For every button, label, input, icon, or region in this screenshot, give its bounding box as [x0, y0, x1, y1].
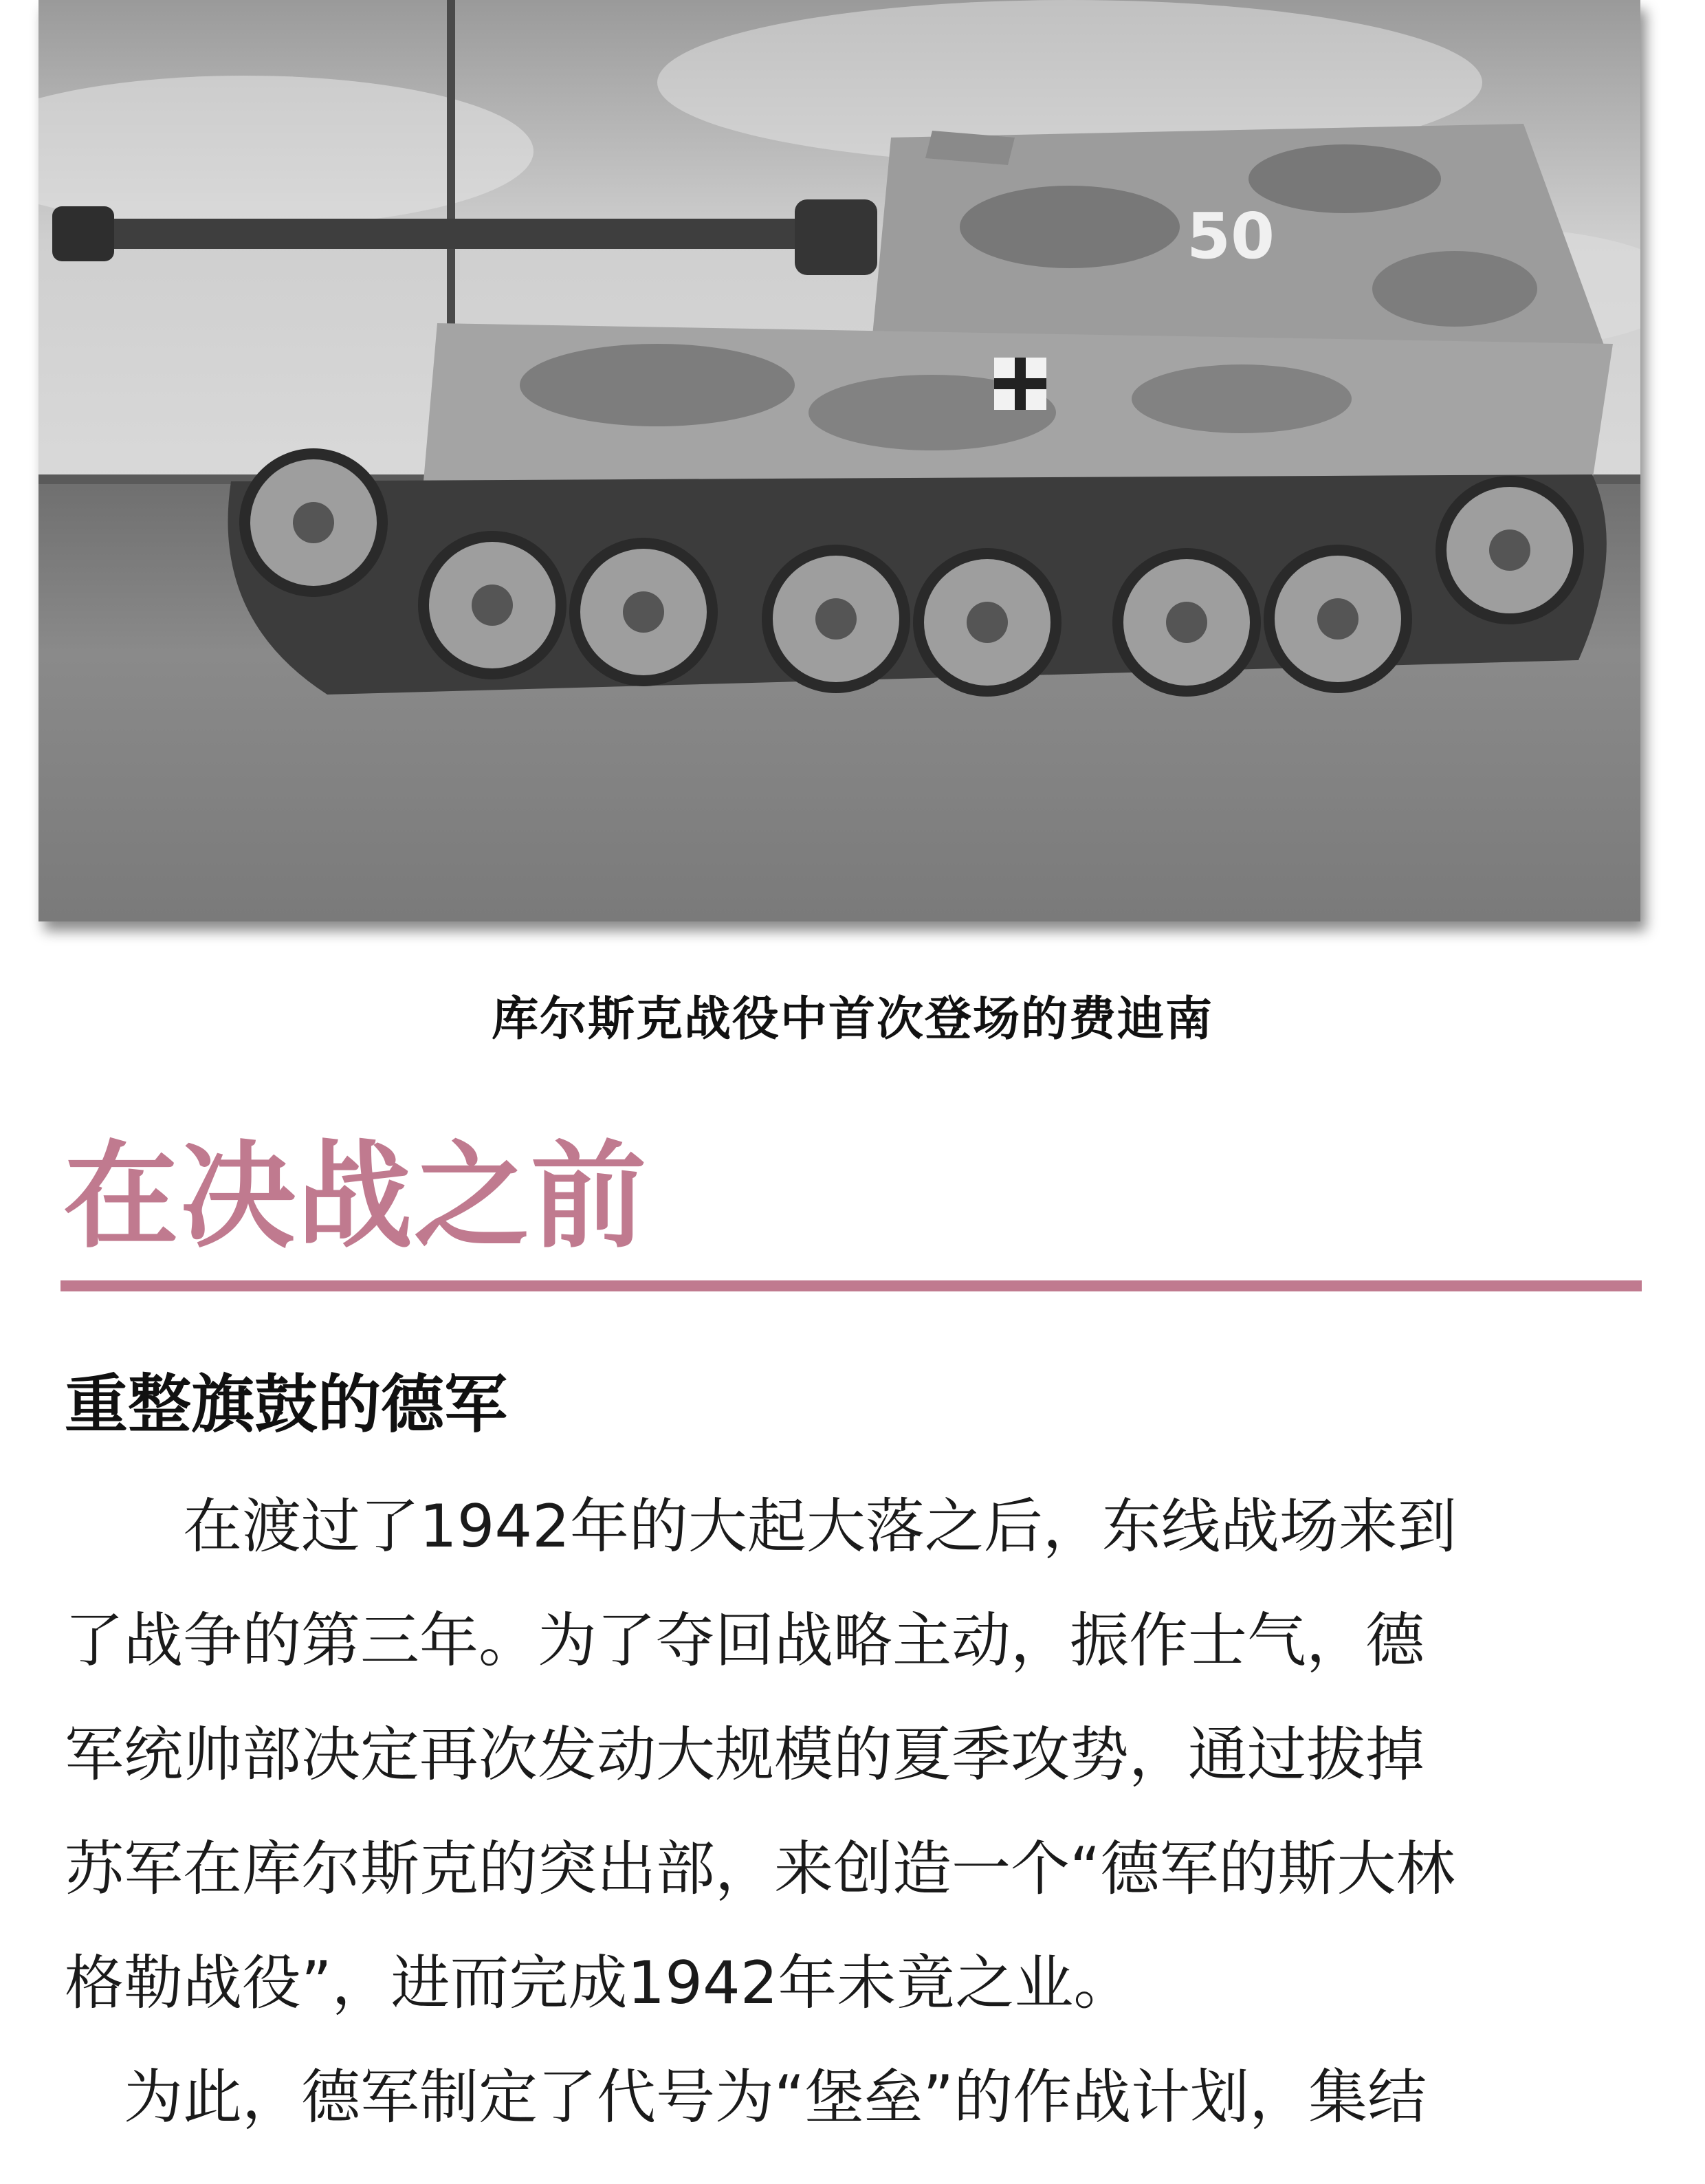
body-line: 格勒战役”，进而完成1942年未竟之业。 — [65, 1949, 1133, 2018]
cross-insignia — [994, 358, 1046, 410]
hull-number: 50 — [1187, 199, 1275, 273]
antenna — [447, 0, 455, 330]
subsection-heading: 重整旗鼓的德军 — [65, 1368, 508, 1441]
muzzle-brake — [52, 206, 114, 261]
photo-caption: 库尔斯克战役中首次登场的费迪南 — [491, 992, 1213, 1047]
ferdinand-photo — [38, 0, 1640, 921]
body-line: 在渡过了1942年的大起大落之后，东线战场来到 — [65, 1492, 1457, 1561]
tank-photo-illustration — [38, 0, 1640, 921]
body-line: 苏军在库尔斯克的突出部，来创造一个“德军的斯大林 — [65, 1835, 1455, 1903]
body-line: 为此，德军制定了代号为“堡垒”的作战计划，集结 — [65, 2063, 1427, 2132]
gun-barrel — [66, 219, 850, 249]
body-line: 了战争的第三年。为了夺回战略主动，振作士气，德 — [65, 1606, 1424, 1675]
body-line: 军统帅部决定再次发动大规模的夏季攻势，通过拔掉 — [65, 1721, 1424, 1789]
section-title: 在决战之前 — [63, 1129, 648, 1264]
section-divider — [60, 1280, 1642, 1291]
